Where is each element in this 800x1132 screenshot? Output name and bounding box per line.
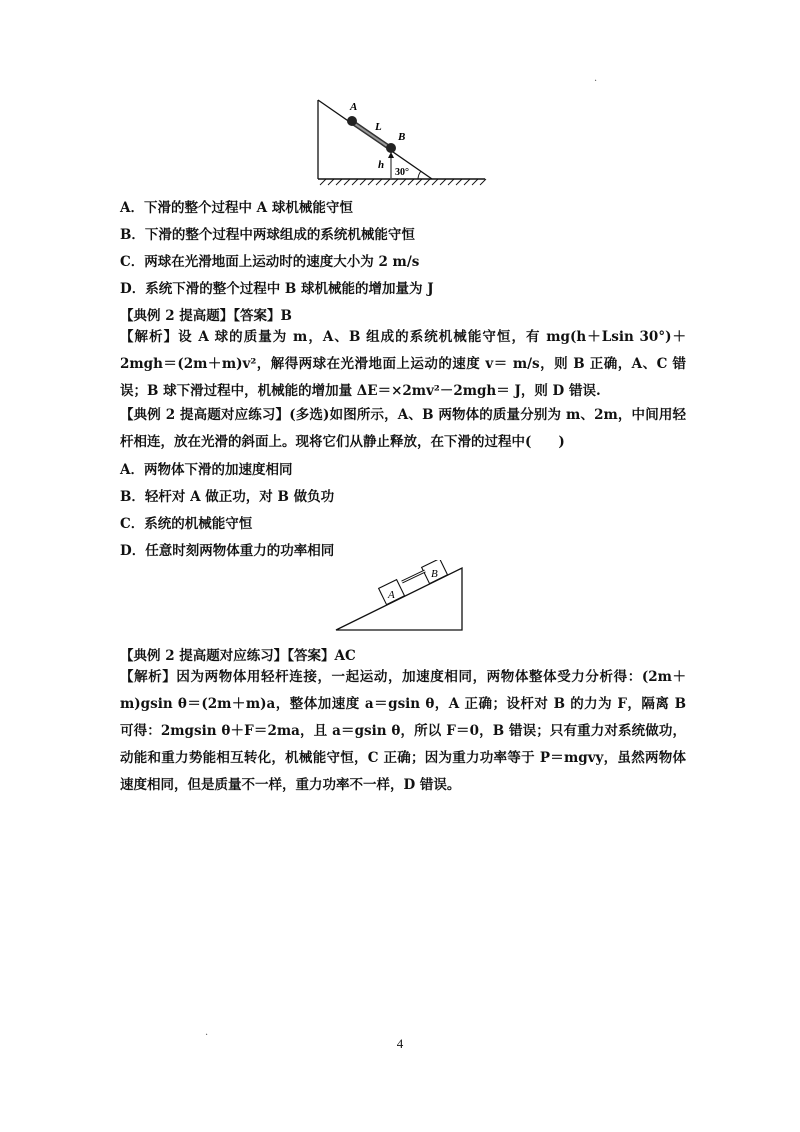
answer1-analysis-text: 【解析】设 A 球的质量为 m，A、B 组成的系统机械能守恒，有 mg(h＋Lsin 30°)＋2mgh＝(2m＋m)v²，解得两球在光滑地面上运动的速度 v＝ m/s，则 B 正确，A、C 错误；B 球下滑过程中，机械能的增加量 ΔE＝×2mv²－2mgh＝ J，则 D 错误.: [120, 329, 686, 399]
q1-option-a: A．下滑的整个过程中 A 球机械能守恒: [120, 200, 353, 216]
answer1-title: 【典例 2 提高题】【答案】B: [120, 308, 292, 324]
q2-stem-text: 【典例 2 提高题对应练习】(多选)如图所示，A、B 两物体的质量分别为 m、2m，中间用轻杆相连，放在光滑的斜面上。现将它们从静止释放，在下滑的过程中( ): [120, 407, 686, 450]
answer2-analysis-text: 【解析】因为两物体用轻杆连接，一起运动，加速度相同，两物体整体受力分析得：(2m＋m)gsin θ＝(2m＋m)a，整体加速度 a＝gsin θ，A 正确；设杆对 B 的力为 F，隔离 B 可得：2mgsin θ＋F＝2ma，且 a＝gsin θ，所以 F＝0，B 错误；只有重力对系统做功，动能和重力势能相互转化，机械能守恒，C 正确；因为重力功率等于 P＝mgvy，虽然两物体速度相同，但是质量不一样，重力功率不一样，D 错误。: [120, 669, 686, 793]
label-angle: 30°: [395, 167, 409, 178]
q2-option-a: A．两物体下滑的加速度相同: [120, 462, 293, 478]
scan-dot-top: ·: [594, 76, 598, 87]
q2-stem: [120, 402, 686, 456]
label-h: h: [378, 159, 385, 171]
page-number: 4: [396, 1036, 404, 1051]
scan-dot-bottom: ·: [205, 1030, 209, 1041]
incline-blocks-figure: [332, 560, 472, 635]
label-a: A: [350, 101, 358, 113]
answer2-title: 【典例 2 提高题对应练习】【答案】AC: [120, 648, 356, 664]
q1-option-d: D．系统下滑的整个过程中 B 球机械能的增加量为 J: [120, 281, 434, 297]
block-label-a: A: [388, 589, 395, 601]
q2-option-d: D．任意时刻两物体重力的功率相同: [120, 543, 335, 559]
q2-option-c: C．系统的机械能守恒: [120, 516, 253, 532]
answer1-analysis: [120, 324, 686, 405]
incline-rod-figure: [310, 96, 490, 188]
block-label-b: B: [431, 568, 438, 580]
answer2-analysis: [120, 664, 686, 799]
label-b: B: [398, 131, 406, 143]
q1-option-c: C．两球在光滑地面上运动时的速度大小为 2 m/s: [120, 254, 420, 270]
q1-option-b: B．下滑的整个过程中两球组成的系统机械能守恒: [120, 227, 415, 243]
label-l: L: [375, 121, 382, 133]
q2-option-b: B．轻杆对 A 做正功，对 B 做负功: [120, 489, 335, 505]
